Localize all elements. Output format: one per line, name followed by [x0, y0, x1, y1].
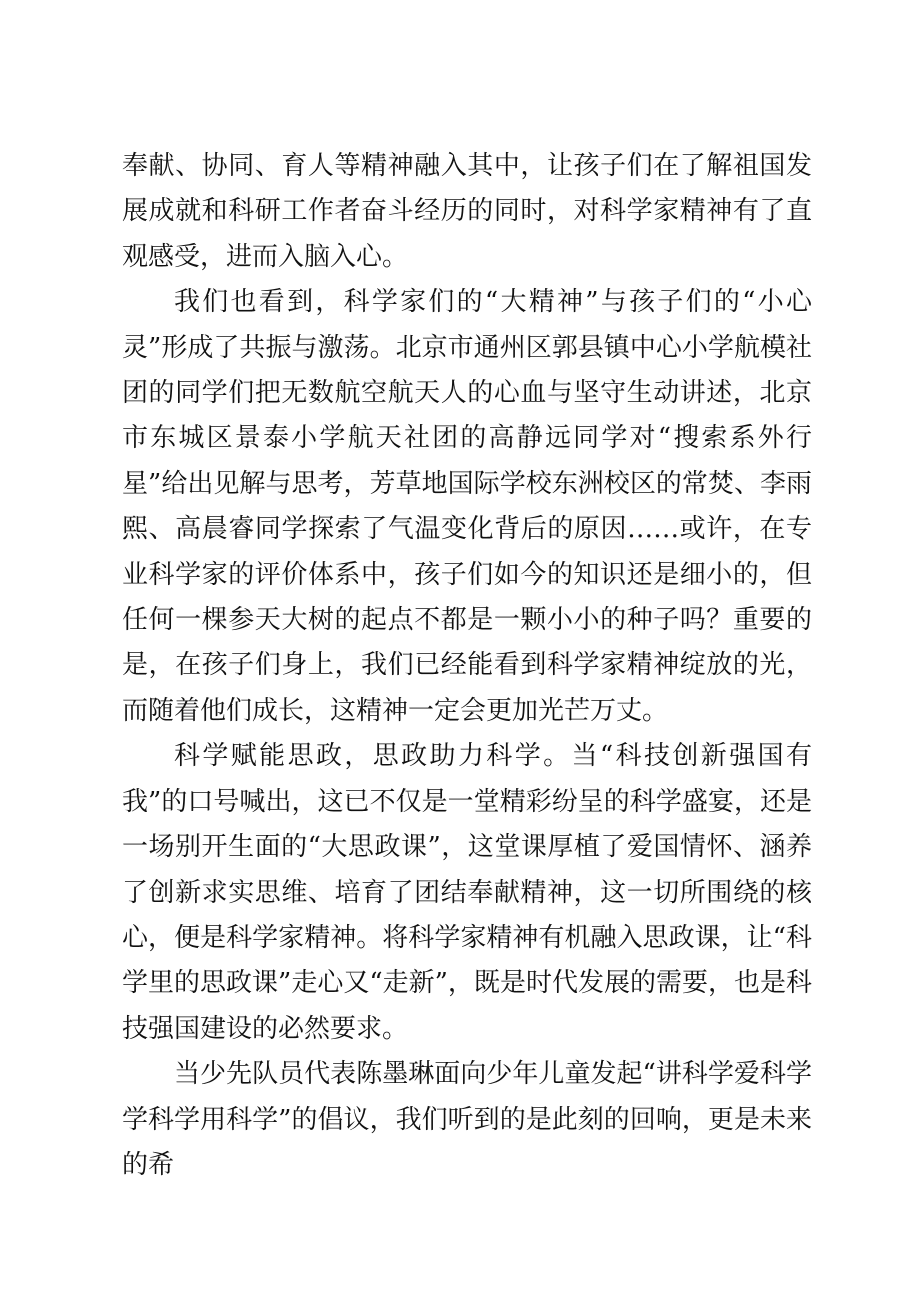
paragraph-initiative: 当少先队员代表陈墨琳面向少年儿童发起“讲科学爱科学学科学用科学”的倡议，我们听到的是此刻的回响，更是未来的希 — [122, 1059, 812, 1180]
paragraph-continuation: 奉献、协同、育人等精神融入其中，让孩子们在了解祖国发展成就和科研工作者奋斗经历的同时，对科学家精神有了直观感受，进而入脑入心。 — [122, 151, 812, 272]
article-body — [122, 144, 812, 1188]
paragraph-science-politics: 科学赋能思政，思政助力科学。当“科技创新强国有我”的口号喊出，这已不仅是一堂精彩纷呈的科学盛宴，还是一场别开生面的“大思政课”，这堂课厚植了爱国情怀、涵养了创新求实思维、培育了团结奉献精神，这一切所围绕的核心，便是科学家精神。将科学家精神有机融入思政课，让“科学里的思政课”走心又“走新”，既是时代发展的需要，也是科技强国建设的必然要求。 — [122, 741, 812, 1044]
paragraph-resonance: 我们也看到，科学家们的“大精神”与孩子们的“小心灵”形成了共振与激荡。北京市通州区郭县镇中心小学航模社团的同学们把无数航空航天人的心血与坚守生动讲述，北京市东城区景泰小学航天社团的高静远同学对“搜索系外行星”给出见解与思考，芳草地国际学校东洲校区的常焚、李雨熙、高晨睿同学探索了气温变化背后的原因……或许，在专业科学家的评价体系中，孩子们如今的知识还是细小的，但任何一棵参天大树的起点不都是一颗小小的种子吗？重要的是，在孩子们身上，我们已经能看到科学家精神绽放的光，而随着他们成长，这精神一定会更加光芒万丈。 — [122, 287, 812, 726]
